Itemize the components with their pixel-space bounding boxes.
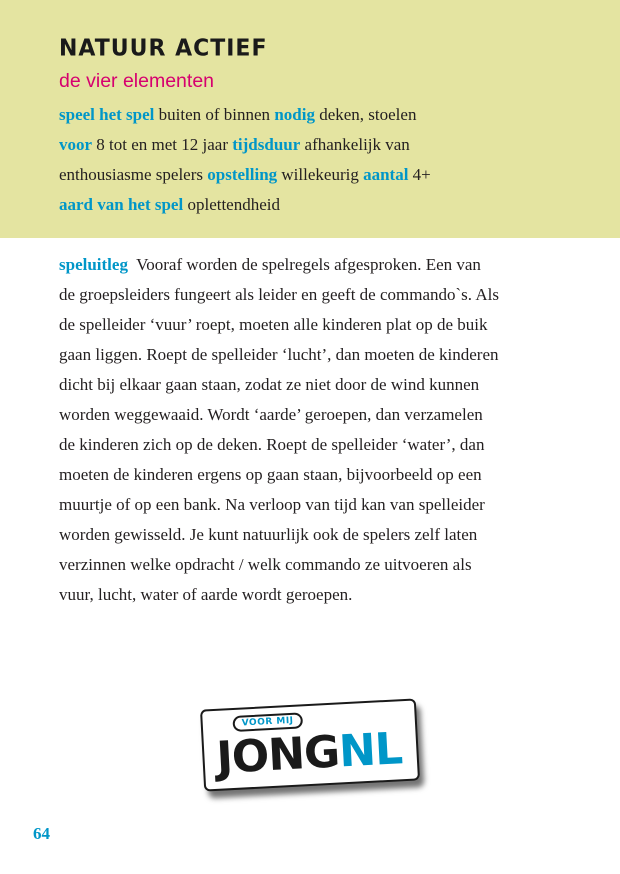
body-line: de kinderen zich op de deken. Roept de spelleider ‘water’, dan [59, 435, 485, 454]
value-speel-het-spel: buiten of binnen [158, 105, 271, 124]
body-line-text: Vooraf worden de spelregels afgesproken. Een van [136, 255, 481, 274]
label-opstelling: opstelling [207, 165, 278, 184]
body-line: vuur, lucht, water of aarde wordt geroepen. [59, 585, 353, 604]
label-aantal: aantal [363, 165, 409, 184]
logo-nl: NL [337, 723, 404, 778]
game-explanation [59, 250, 564, 610]
header-band [0, 0, 620, 238]
body-line: worden weggewaaid. Wordt ‘aarde’ geroepen, dan verzamelen [59, 405, 483, 424]
label-aard-van-het-spel: aard van het spel [59, 195, 184, 214]
body-line: worden gewisseld. Je kunt natuurlijk ook de spelers zelf laten [59, 525, 478, 544]
label-speluitleg: speluitleg [59, 255, 128, 274]
body-line: de groepsleiders fungeert als leider en geeft de commando`s. Als [59, 285, 499, 304]
body-line: verzinnen welke opdracht / welk commando ze uitvoeren als [59, 555, 472, 574]
value-aantal: 4+ [412, 165, 431, 184]
logo-badge: VOOR MIJ [232, 712, 303, 732]
value-opstelling: willekeurig [281, 165, 359, 184]
info-line-3 [59, 160, 599, 190]
label-voor: voor [59, 135, 93, 154]
body-line: gaan liggen. Roept de spelleider ‘lucht’, dan moeten de kinderen [59, 345, 499, 364]
body-line: muurtje of op een bank. Na verloop van tijd kan van spelleider [59, 495, 485, 514]
body-line: moeten de kinderen ergens op gaan staan, bijvoorbeeld op een [59, 465, 482, 484]
body-line: de spelleider ‘vuur’ roept, moeten alle kinderen plat op de buik [59, 315, 488, 334]
info-line-4 [59, 190, 599, 220]
value-aard-van-het-spel: oplettendheid [187, 195, 280, 214]
logo-wordmark [215, 724, 403, 784]
jongnl-logo [200, 698, 420, 791]
page-subtitle: de vier elementen [59, 70, 215, 92]
value-tijdsduur-cont: enthousiasme spelers [59, 165, 203, 184]
game-info [59, 100, 599, 220]
logo-jong: JONG [215, 726, 341, 784]
label-speel-het-spel: speel het spel [59, 105, 155, 124]
value-nodig: deken, stoelen [319, 105, 417, 124]
body-line: dicht bij elkaar gaan staan, zodat ze niet door de wind kunnen [59, 375, 480, 394]
label-tijdsduur: tijdsduur [232, 135, 301, 154]
value-tijdsduur: afhankelijk van [304, 135, 410, 154]
body-line [59, 250, 564, 280]
label-nodig: nodig [274, 105, 315, 124]
info-line-2 [59, 130, 599, 160]
page-title: NATUUR ACTIEF [59, 35, 268, 62]
value-voor: 8 tot en met 12 jaar [96, 135, 229, 154]
page-number: 64 [33, 824, 50, 843]
info-line-1 [59, 100, 599, 130]
